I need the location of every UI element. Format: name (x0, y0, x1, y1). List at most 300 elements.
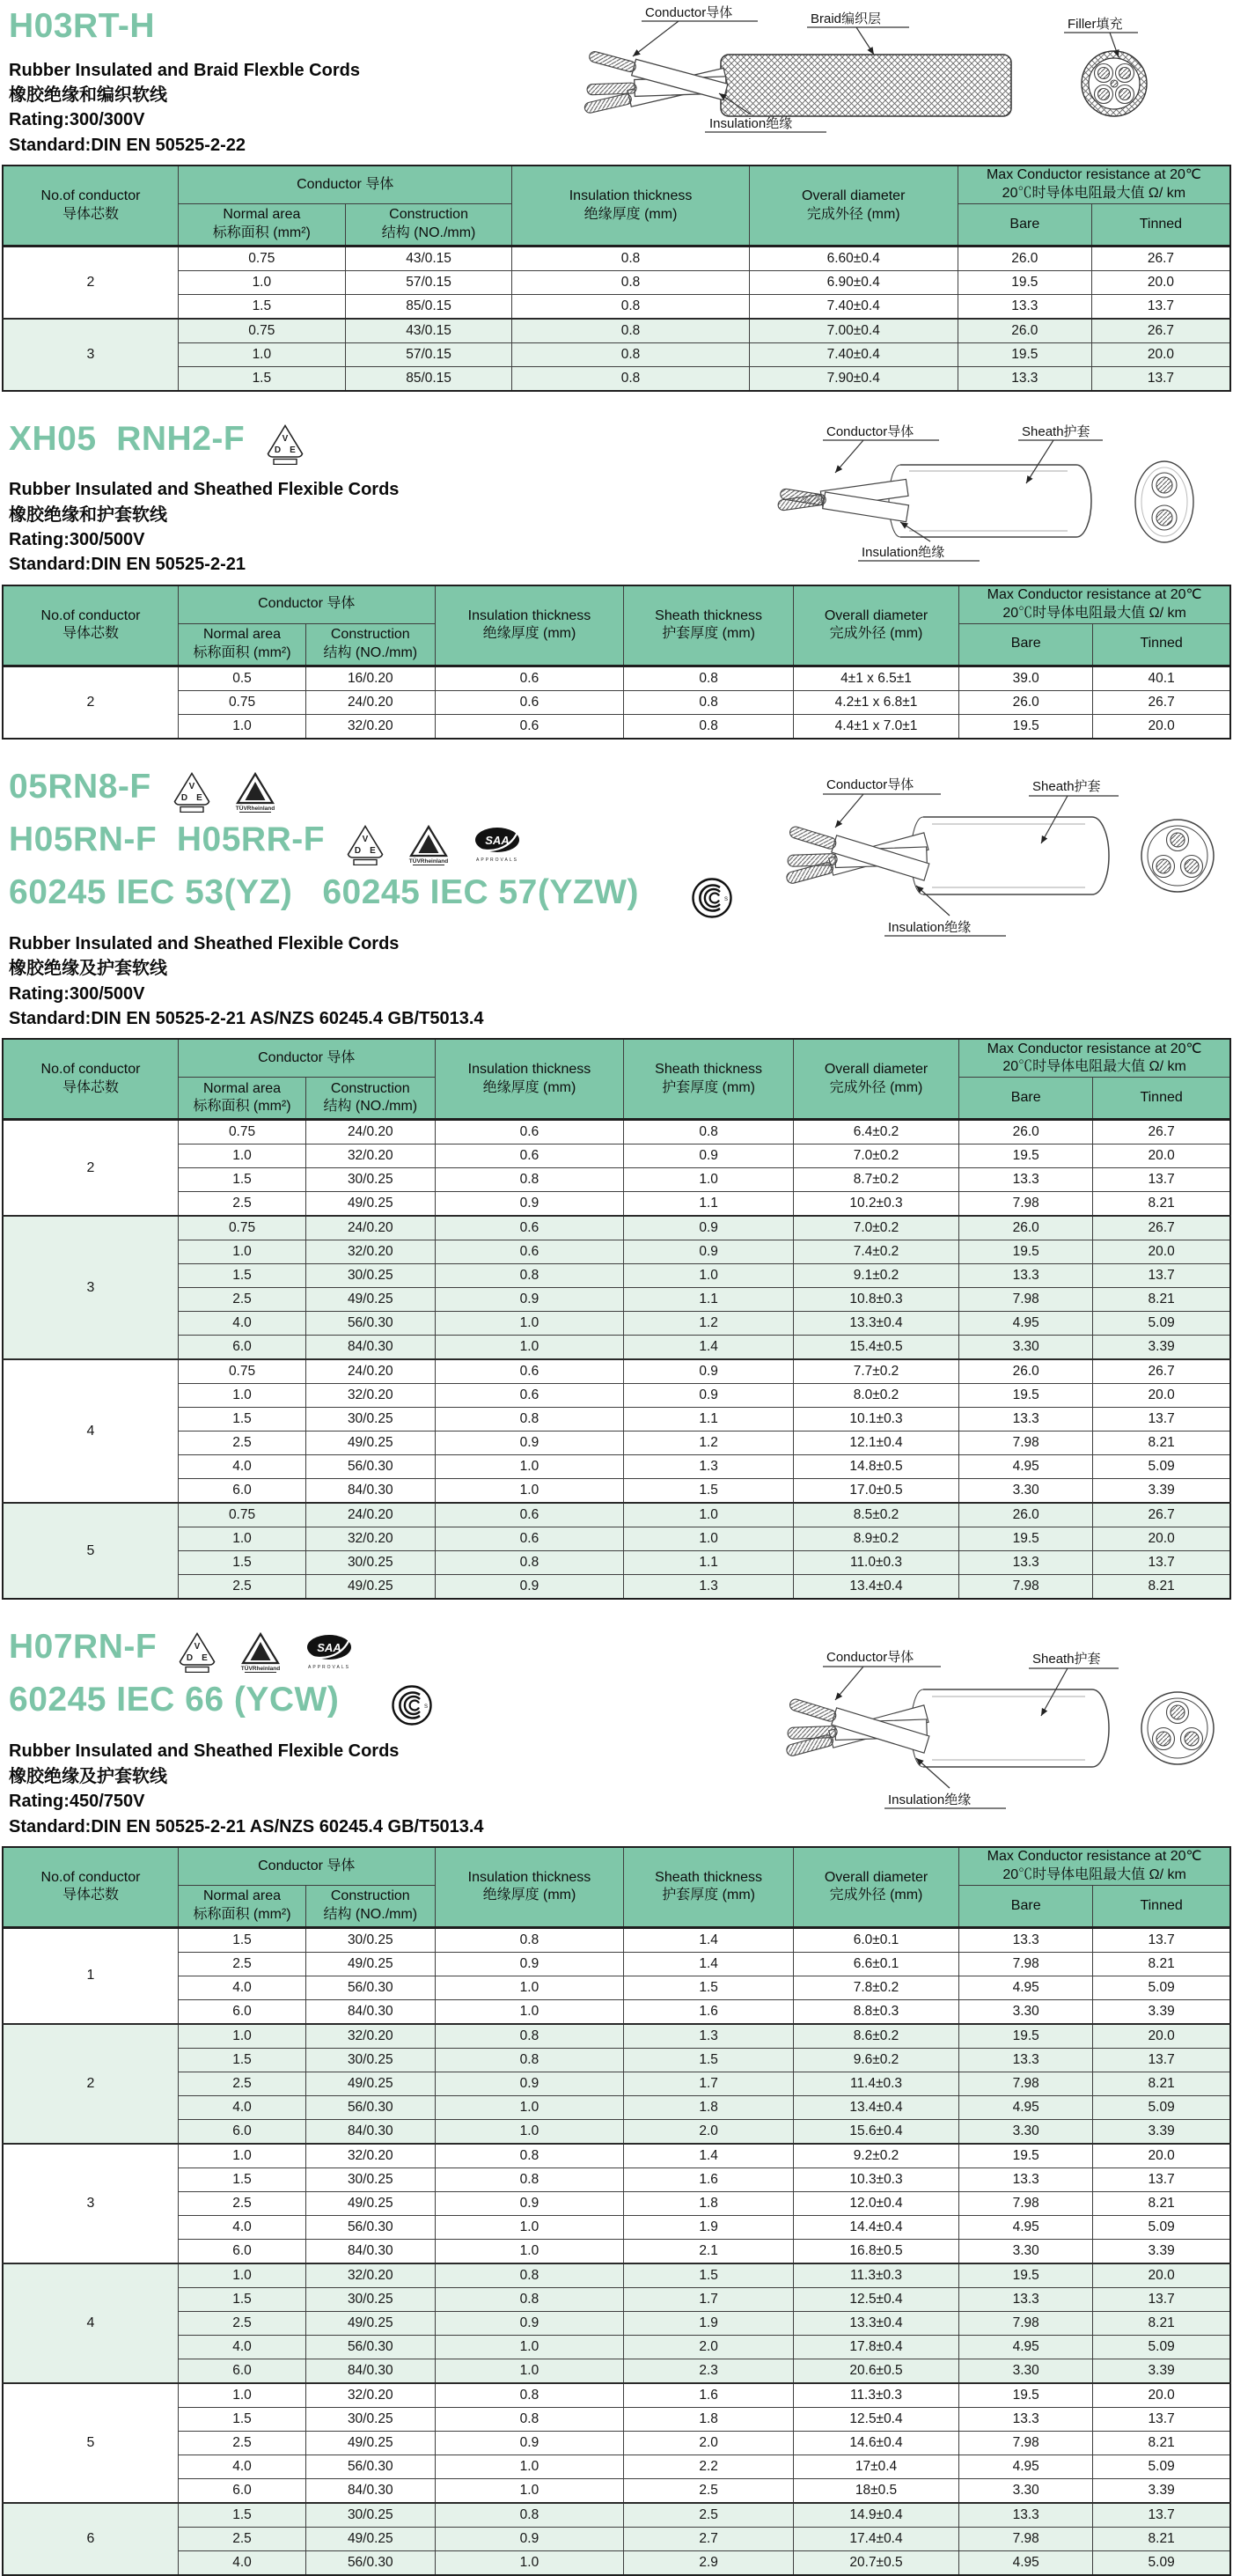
label-conductor: Conductor导体 (826, 1650, 914, 1666)
table-cell: 1.0 (435, 2359, 624, 2383)
table-cell: 0.8 (435, 2287, 624, 2311)
column-header: Tinned (1093, 1078, 1230, 1120)
table-cell: 13.3 (959, 2287, 1093, 2311)
table-cell: 1.0 (178, 1144, 305, 1168)
vde-logo-wrap (266, 423, 305, 465)
table-cell: 0.6 (435, 1527, 624, 1551)
table-cell: 7.00±0.4 (749, 319, 958, 343)
cable-illustration-2core (758, 423, 1233, 569)
table-cell: 5.09 (1093, 2215, 1230, 2239)
description-cn: 橡胶绝缘及护套软线 (9, 1766, 167, 1786)
table-cell: 20.0 (1093, 1527, 1230, 1551)
table-row (3, 714, 1230, 739)
table-cell: 13.3 (959, 2503, 1093, 2528)
table-cell: 1.0 (435, 2550, 624, 2575)
table-cell: 26.0 (958, 247, 1091, 271)
svg-text:TÜVRheinland: TÜVRheinland (240, 1666, 281, 1673)
table-row (3, 1168, 1230, 1192)
table-cell: 1.0 (435, 2119, 624, 2144)
table-cell: 4.0 (178, 2550, 305, 2575)
table-cell: 7.0±0.2 (793, 1144, 958, 1168)
section-h03rt-h (0, 0, 1233, 392)
table-row (3, 2168, 1230, 2191)
table-row (3, 2359, 1230, 2383)
table-cell: 1.0 (435, 1455, 624, 1479)
table-cell: 24/0.20 (306, 1216, 435, 1240)
table-cell: 1.0 (435, 2239, 624, 2263)
table-cell: 6.90±0.4 (749, 271, 958, 295)
row-group-label: 2 (3, 2024, 178, 2144)
table-cell: 20.0 (1093, 1240, 1230, 1264)
vde-logo-wrap (346, 824, 385, 865)
table-cell: 4±1 x 6.5±1 (793, 666, 958, 690)
cross-section (1082, 51, 1147, 116)
table-cell: 2.5 (178, 2431, 305, 2455)
table-cell: 2.5 (624, 2503, 794, 2528)
table-row (3, 1336, 1230, 1360)
tuv-logo-wrap (238, 1631, 283, 1674)
table-cell: 8.21 (1093, 2072, 1230, 2095)
table-cell: 0.6 (435, 1216, 624, 1240)
table-cell: 1.5 (178, 1408, 305, 1432)
row-group-label: 2 (3, 1120, 178, 1217)
table-cell: 57/0.15 (345, 343, 512, 367)
table-cell: 19.5 (959, 1240, 1093, 1264)
table-cell: 1.5 (178, 2287, 305, 2311)
label-conductor: Conductor导体 (826, 424, 914, 440)
table-cell: 1.3 (624, 2024, 794, 2049)
column-header: Bare (959, 1078, 1093, 1120)
table-cell: 13.7 (1093, 1168, 1230, 1192)
sheath-body (923, 1689, 1109, 1767)
column-header: Conductor 导体 (178, 166, 511, 204)
table-cell: 7.90±0.4 (749, 367, 958, 392)
table-cell: 20.0 (1093, 2024, 1230, 2049)
table-cell: 32/0.20 (306, 2144, 435, 2168)
table-cell: 17±0.4 (793, 2455, 958, 2478)
saa-logo (305, 1631, 354, 1672)
table-cell: 7.8±0.2 (793, 1976, 958, 1999)
table-cell: 3.39 (1093, 2239, 1230, 2263)
column-header: No.of conductor 导体芯数 (3, 1847, 178, 1928)
table-cell: 32/0.20 (306, 2383, 435, 2408)
table-row (3, 1144, 1230, 1168)
table-cell: 4.4±1 x 7.0±1 (793, 714, 958, 739)
table-cell: 3.30 (959, 2119, 1093, 2144)
label-insulation: Insulation绝缘 (709, 116, 793, 131)
table-cell: 0.8 (512, 319, 749, 343)
label-conductor: Conductor导体 (826, 776, 914, 792)
table-cell: 1.5 (624, 1976, 794, 1999)
table-cell: 7.98 (959, 2311, 1093, 2335)
table-cell: 1.0 (435, 1976, 624, 1999)
spec-table (2, 1038, 1231, 1600)
table-cell: 8.7±0.2 (793, 1168, 958, 1192)
table-cell: 56/0.30 (306, 2335, 435, 2359)
table-row (3, 1479, 1230, 1504)
table-cell: 84/0.30 (306, 2119, 435, 2144)
column-header: Tinned (1093, 1885, 1230, 1927)
table-cell: 0.9 (435, 1575, 624, 1600)
table-cell: 7.98 (959, 1288, 1093, 1312)
table-cell: 0.8 (435, 2407, 624, 2431)
table-cell: 30/0.25 (306, 2048, 435, 2072)
table-cell: 13.3±0.4 (793, 2311, 958, 2335)
table-cell: 2.5 (178, 1432, 305, 1455)
table-cell: 3.30 (959, 1999, 1093, 2024)
spec-table (2, 1846, 1231, 2576)
row-group-label: 2 (3, 666, 178, 739)
table-cell: 6.0 (178, 2359, 305, 2383)
table-cell: 1.4 (624, 1952, 794, 1976)
table-cell: 32/0.20 (306, 1240, 435, 1264)
rating-line: Rating:300/500V (9, 530, 145, 550)
table-cell: 0.8 (435, 2383, 624, 2408)
section-title: 05RN8-F (9, 767, 151, 806)
column-header: Max Conductor resistance at 20℃ 20℃时导体电阻最大值 Ω/ km (959, 1847, 1230, 1886)
table-cell: 3.30 (959, 2478, 1093, 2503)
table-cell: 20.7±0.5 (793, 2550, 958, 2575)
table-row (3, 247, 1230, 271)
table-cell: 7.98 (959, 1432, 1093, 1455)
table-cell: 1.9 (624, 2215, 794, 2239)
table-cell: 84/0.30 (306, 1999, 435, 2024)
table-cell: 1.8 (624, 2191, 794, 2215)
saa-logo (473, 824, 522, 865)
table-cell: 84/0.30 (306, 2239, 435, 2263)
table-cell: 2.5 (178, 2072, 305, 2095)
table-cell: 1.5 (178, 1927, 305, 1952)
braid-body (721, 55, 1011, 116)
table-cell: 26.7 (1091, 319, 1230, 343)
table-cell: 6.0 (178, 2239, 305, 2263)
table-cell: 0.6 (435, 1359, 624, 1384)
table-cell: 8.21 (1093, 1192, 1230, 1217)
row-group-label: 5 (3, 2383, 178, 2503)
column-header: Construction 结构 (NO./mm) (306, 623, 435, 666)
table-cell: 0.9 (624, 1359, 794, 1384)
table-cell: 1.1 (624, 1408, 794, 1432)
table-cell: 13.7 (1093, 1264, 1230, 1288)
row-group-label: 4 (3, 2263, 178, 2383)
column-header: Bare (958, 204, 1091, 247)
description-cn: 橡胶绝缘及护套软线 (9, 959, 167, 979)
description-en: Rubber Insulated and Sheathed Flexible Cords (9, 933, 400, 953)
cross-section (1141, 1692, 1214, 1764)
table-cell: 0.8 (624, 666, 794, 690)
cross-section (1135, 461, 1193, 542)
table-cell: 19.5 (959, 1144, 1093, 1168)
table-cell: 0.6 (435, 1120, 624, 1144)
section-xh05-rnh2-f (0, 413, 1233, 740)
table-cell: 1.3 (624, 1575, 794, 1600)
standard-line: Standard:DIN EN 50525-2-21 (9, 555, 246, 575)
table-cell: 20.0 (1093, 714, 1230, 739)
row-group-label: 5 (3, 1503, 178, 1599)
table-cell: 49/0.25 (306, 1288, 435, 1312)
column-header: Insulation thickness 绝缘厚度 (mm) (435, 585, 624, 666)
table-cell: 0.9 (624, 1144, 794, 1168)
table-cell: 85/0.15 (345, 295, 512, 320)
table-cell: 26.7 (1091, 247, 1230, 271)
table-cell: 1.6 (624, 1999, 794, 2024)
table-cell: 11.0±0.3 (793, 1551, 958, 1575)
table-cell: 1.0 (624, 1527, 794, 1551)
table-cell: 0.8 (435, 2168, 624, 2191)
table-row (3, 2478, 1230, 2503)
table-cell: 13.3 (959, 1551, 1093, 1575)
table-cell: 13.7 (1093, 2407, 1230, 2431)
table-cell: 7.4±0.2 (793, 1240, 958, 1264)
section-title: H07RN-F (9, 1628, 158, 1667)
table-cell: 0.9 (435, 1432, 624, 1455)
table-cell: 1.8 (624, 2407, 794, 2431)
table-cell: 1.2 (624, 1312, 794, 1336)
table-cell: 49/0.25 (306, 1575, 435, 1600)
table-cell: 0.8 (512, 295, 749, 320)
svg-text:V: V (188, 781, 195, 791)
description-en: Rubber Insulated and Braid Flexble Cords (9, 60, 360, 80)
column-header: Max Conductor resistance at 20℃ 20℃时导体电阻最大值 Ω/ km (959, 1039, 1230, 1078)
table-cell: 0.75 (178, 1359, 305, 1384)
description-block (9, 931, 1233, 1032)
table-row (3, 2024, 1230, 2049)
column-header: Bare (959, 623, 1093, 666)
description-en: Rubber Insulated and Sheathed Flexible Cords (9, 480, 400, 500)
table-cell: 8.21 (1093, 2191, 1230, 2215)
table-cell: 16/0.20 (306, 666, 435, 690)
table-cell: 84/0.30 (306, 1336, 435, 1360)
table-cell: 1.0 (178, 1527, 305, 1551)
table-cell: 6.60±0.4 (749, 247, 958, 271)
svg-text:TÜVRheinland: TÜVRheinland (235, 805, 275, 812)
table-cell: 20.0 (1093, 2263, 1230, 2288)
table-cell: 1.0 (624, 1264, 794, 1288)
section-header (0, 0, 1233, 165)
spec-table-host (0, 1846, 1233, 2576)
svg-text:E: E (195, 792, 202, 803)
table-cell: 26.7 (1093, 1216, 1230, 1240)
table-cell: 7.40±0.4 (749, 295, 958, 320)
column-header: Conductor 导体 (178, 1039, 435, 1078)
table-cell: 26.7 (1093, 690, 1230, 714)
table-cell: 13.7 (1093, 2503, 1230, 2528)
column-header: Sheath thickness 护套厚度 (mm) (624, 1847, 794, 1928)
table-cell: 26.0 (959, 1503, 1093, 1527)
column-header: Insulation thickness 绝缘厚度 (mm) (512, 166, 749, 247)
table-cell: 56/0.30 (306, 2215, 435, 2239)
table-cell: 8.9±0.2 (793, 1527, 958, 1551)
table-cell: 10.3±0.3 (793, 2168, 958, 2191)
table-row (3, 2550, 1230, 2575)
svg-text:S: S (424, 1704, 429, 1711)
column-header: Max Conductor resistance at 20℃ 20℃时导体电阻最大值 Ω/ km (959, 585, 1230, 624)
svg-text:E: E (290, 445, 297, 456)
tuv-logo (232, 771, 278, 813)
svg-text:D: D (180, 792, 187, 803)
table-cell: 0.9 (435, 2191, 624, 2215)
table-row (3, 271, 1230, 295)
column-header: Conductor 导体 (178, 585, 435, 624)
table-cell: 0.75 (178, 690, 305, 714)
column-header: Max Conductor resistance at 20℃ 20℃时导体电阻最大值 Ω/ km (958, 166, 1230, 204)
table-cell: 1.0 (435, 1336, 624, 1360)
table-cell: 1.5 (178, 1168, 305, 1192)
table-cell: 4.95 (959, 1312, 1093, 1336)
table-cell: 19.5 (958, 343, 1091, 367)
table-row (3, 1240, 1230, 1264)
table-cell: 30/0.25 (306, 2287, 435, 2311)
table-cell: 0.5 (178, 666, 305, 690)
table-cell: 8.21 (1093, 1288, 1230, 1312)
table-cell: 13.3 (959, 1408, 1093, 1432)
table-cell: 4.95 (959, 1455, 1093, 1479)
table-row (3, 2527, 1230, 2550)
svg-text:V: V (194, 1642, 201, 1652)
table-cell: 5.09 (1093, 1312, 1230, 1336)
table-cell: 0.8 (435, 1551, 624, 1575)
table-cell: 0.6 (435, 666, 624, 690)
table-row (3, 2335, 1230, 2359)
table-cell: 84/0.30 (306, 1479, 435, 1504)
table-cell: 13.7 (1093, 2287, 1230, 2311)
saa-logo-wrap (305, 1631, 354, 1672)
svg-text:SAA: SAA (317, 1641, 341, 1655)
description-en: Rubber Insulated and Sheathed Flexible Cords (9, 1741, 400, 1762)
table-cell: 4.95 (959, 2455, 1093, 2478)
table-row (3, 1455, 1230, 1479)
table-cell: 8.5±0.2 (793, 1503, 958, 1527)
label-insulation: Insulation绝缘 (888, 919, 972, 935)
table-row (3, 2215, 1230, 2239)
table-cell: 7.7±0.2 (793, 1359, 958, 1384)
table-row (3, 1503, 1230, 1527)
table-cell: 19.5 (959, 2263, 1093, 2288)
rating-line: Rating:300/500V (9, 983, 145, 1004)
table-cell: 0.8 (512, 271, 749, 295)
table-cell: 1.0 (624, 1168, 794, 1192)
table-cell: 26.7 (1093, 1120, 1230, 1144)
table-cell: 32/0.20 (306, 2263, 435, 2288)
table-cell: 20.0 (1091, 343, 1230, 367)
section-header (0, 761, 1233, 1039)
table-cell: 0.9 (624, 1240, 794, 1264)
table-row (3, 2455, 1230, 2478)
table-cell: 49/0.25 (306, 2431, 435, 2455)
spec-table (2, 165, 1231, 392)
table-row (3, 1192, 1230, 1217)
column-header: No.of conductor 导体芯数 (3, 1039, 178, 1120)
table-cell: 15.4±0.5 (793, 1336, 958, 1360)
table-row (3, 1312, 1230, 1336)
table-cell: 56/0.30 (306, 2550, 435, 2575)
table-cell: 5.09 (1093, 2095, 1230, 2119)
table-cell: 20.6±0.5 (793, 2359, 958, 2383)
table-cell: 1.5 (178, 2168, 305, 2191)
table-cell: 26.0 (958, 319, 1091, 343)
section-title: 60245 IEC 53(YZ) 60245 IEC 57(YZW) (9, 872, 639, 911)
column-header: Construction 结构 (NO./mm) (345, 204, 512, 247)
table-cell: 0.75 (178, 1216, 305, 1240)
table-cell: 26.0 (959, 1120, 1093, 1144)
table-cell: 9.6±0.2 (793, 2048, 958, 2072)
table-row (3, 1359, 1230, 1384)
table-cell: 0.9 (435, 2431, 624, 2455)
svg-text:D: D (354, 845, 362, 856)
table-cell: 4.0 (178, 2455, 305, 2478)
table-row (3, 295, 1230, 320)
cross-section (1141, 820, 1214, 892)
table-row (3, 2263, 1230, 2288)
table-cell: 1.5 (178, 2503, 305, 2528)
column-header: Construction 结构 (NO./mm) (306, 1885, 435, 1927)
table-cell: 12.5±0.4 (793, 2287, 958, 2311)
label-sheath: Sheath护套 (1032, 778, 1101, 794)
svg-text:D: D (187, 1653, 194, 1664)
table-cell: 2.7 (624, 2527, 794, 2550)
table-cell: 15.6±0.4 (793, 2119, 958, 2144)
table-cell: 1.0 (178, 2144, 305, 2168)
table-cell: 1.0 (435, 1312, 624, 1336)
label-filler: Filler填充 (1068, 17, 1123, 32)
column-header: Normal area 标称面积 (mm²) (178, 1078, 305, 1120)
column-header: No.of conductor 导体芯数 (3, 166, 178, 247)
column-header: Normal area 标称面积 (mm²) (178, 1885, 305, 1927)
table-cell: 1.0 (178, 1240, 305, 1264)
table-cell: 13.3 (958, 295, 1091, 320)
table-cell: 1.0 (178, 343, 345, 367)
table-cell: 0.8 (624, 1120, 794, 1144)
table-cell: 12.1±0.4 (793, 1432, 958, 1455)
table-row (3, 2407, 1230, 2431)
table-cell: 3.30 (959, 2239, 1093, 2263)
table-cell: 0.8 (435, 1408, 624, 1432)
table-cell: 13.7 (1093, 1408, 1230, 1432)
table-cell: 13.7 (1093, 2048, 1230, 2072)
table-cell: 4.0 (178, 2215, 305, 2239)
spec-table-host (0, 1038, 1233, 1600)
table-cell: 13.3 (959, 1927, 1093, 1952)
table-cell: 56/0.30 (306, 2095, 435, 2119)
column-header: Sheath thickness 护套厚度 (mm) (624, 585, 794, 666)
table-cell: 2.9 (624, 2550, 794, 2575)
table-cell: 10.1±0.3 (793, 1408, 958, 1432)
column-header: Construction 结构 (NO./mm) (306, 1078, 435, 1120)
spec-table-host (0, 165, 1233, 392)
tuv-logo (238, 1631, 283, 1674)
ccc-logo-wrap (390, 1684, 434, 1726)
table-cell: 1.0 (435, 1479, 624, 1504)
table-row (3, 2191, 1230, 2215)
table-cell: 30/0.25 (306, 2503, 435, 2528)
table-cell: 7.98 (959, 2191, 1093, 2215)
table-cell: 49/0.25 (306, 2311, 435, 2335)
table-cell: 4.95 (959, 2550, 1093, 2575)
table-cell: 12.0±0.4 (793, 2191, 958, 2215)
row-group-label: 3 (3, 2144, 178, 2263)
table-cell: 1.2 (624, 1432, 794, 1455)
table-cell: 1.5 (178, 295, 345, 320)
row-group-label: 1 (3, 1927, 178, 2024)
spec-table-host (0, 585, 1233, 740)
table-cell: 1.5 (624, 2263, 794, 2288)
column-header: Overall diameter 完成外径 (mm) (793, 1847, 958, 1928)
table-row (3, 319, 1230, 343)
table-cell: 56/0.30 (306, 1455, 435, 1479)
table-cell: 14.8±0.5 (793, 1455, 958, 1479)
table-cell: 7.98 (959, 1192, 1093, 1217)
table-cell: 13.3 (959, 1168, 1093, 1192)
